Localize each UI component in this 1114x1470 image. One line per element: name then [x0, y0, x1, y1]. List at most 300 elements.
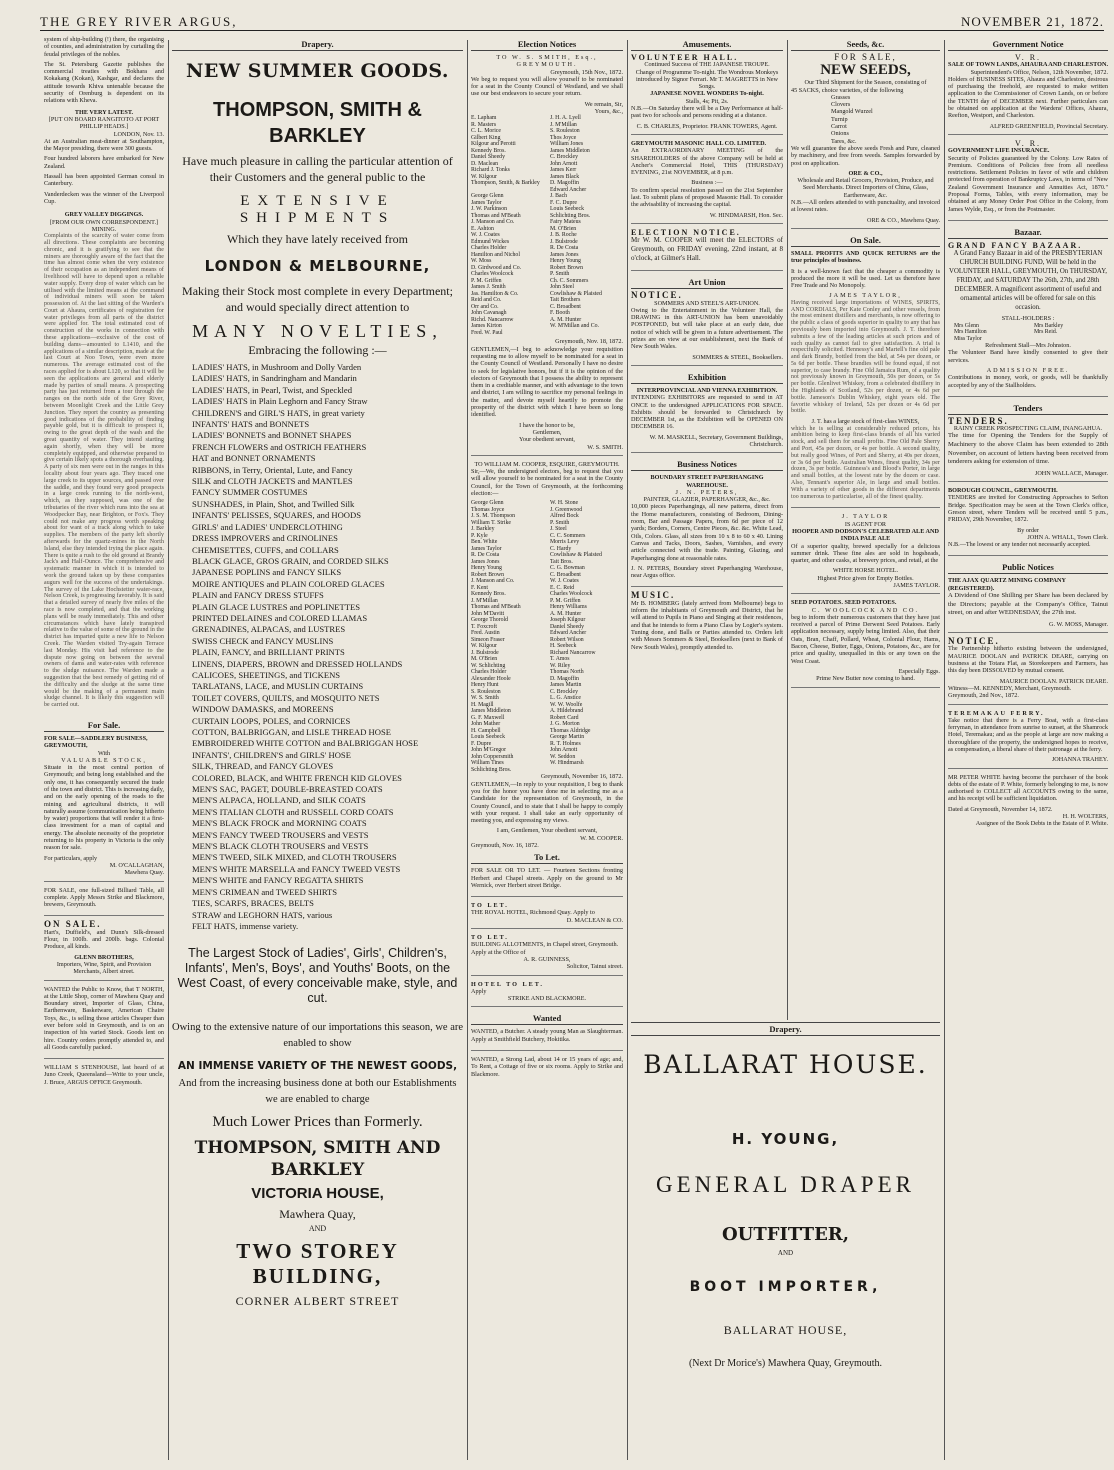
ajax-title: THE AJAX QUARTZ MINING COMPANY (REGISTERED). [948, 577, 1066, 592]
signatory-name: J. Bulstrode [471, 649, 499, 656]
life-insurance-body: Security of Policies guaranteed by the Colony. Low Rates of Premium. Conditions of Policies free from all needless restrictions. Settlement Policies in favor of wife and children protected from operation of Bankruptcy Laws, in terms of "New Zealand Government Insurance and Annuities Act, 1870." Proposal Forms, Tables, with every information, may be obtained at any Money Order Post Office in the Colony, from James Wylde, Esq., or from the Postmaster. [948, 154, 1108, 213]
signatory-name: C. G. Bowman [550, 565, 585, 572]
corner-albert: CORNER ALBERT STREET [235, 1294, 400, 1309]
goods-list-item: MEN'S WHITE and FANCY REGATTA SHIRTS [192, 875, 364, 886]
wanted-north-text: WANTED the Public to Know, that T NORTH, at the Little Shop, corner of Mawhera Quay and Boundary street, Importer of Glass, China, Earthenware, Basketware, American Chaire Toys, &c., is selling those articles Cheaper than ever before sold in Greymouth, and is on an inspection of his varied Stock. Goods lent on hire. Country orders promptly attended to, and all Goods carefully packed. [44, 985, 164, 1051]
signatory-name: Thompson, Smith, & Barkley [471, 180, 540, 187]
masonic-title: GREYMOUTH MASONIC HALL CO. LIMITED. [631, 139, 767, 147]
goods-list-item: COLORED, BLACK, and WHITE FRENCH KID GLOVES [192, 772, 402, 783]
signatory-name: C. Hardy [550, 545, 572, 552]
white-horse: WHITE HORSE HOTEL. [832, 567, 899, 575]
signatory-name: John Coppersmith [471, 753, 514, 760]
goods-list-item: MEN'S ITALIAN CLOTH and RUSSELL CORD COATS [192, 806, 394, 817]
signatory-name: R. De Costa [550, 245, 579, 252]
goods-list-item: STRAW and LEGHORN HATS, various [192, 909, 333, 920]
goods-list-item: JAPANESE POPLINS and FANCY SILKS [192, 567, 342, 578]
especially-eggs: Especially Eggs. [898, 667, 940, 675]
art-union-sub: SOMMERS AND STEEL'S ART-UNION. [654, 299, 760, 307]
goods-list-item: MEN'S CRIMEAN and TWEED SHIRTS [192, 886, 338, 897]
music-body: Mr B. HOMBERG (lately arrived from Melbourne) begs to inform the inhabitants of Greymouth and District, that he will attend to Pupils in Piano and Singing at their residences, and that he intends to form a Piano Class by Logier's system. Tuning done, and Balls or Parties attended to. Orders left with Messrs Sommers & Steel, Booksellers (next to Bank of New South Wales), promptly attended to. [631, 599, 783, 651]
goods-list-item: COTTON, BALBRIGGAN, and LISLE THREAD HOSE [192, 727, 392, 737]
signatory-name: Charles Holder [471, 669, 507, 676]
onsale-ad [44, 921, 164, 980]
signatory-name: Kennedy Bros. [471, 147, 506, 154]
art-union-sign: SOMMERS & STEEL, Booksellers. [692, 353, 783, 361]
to-let-sign: A. R. GUINNESS, [523, 955, 571, 963]
wanted-north-ad [44, 986, 164, 1060]
signatory-name: William Jones [550, 141, 584, 148]
signatory-name: R. De Costa [471, 552, 500, 559]
latest-item: Four hundred laborers have embarked for New Zealand. [44, 155, 164, 170]
signatory-name: James Middleton [550, 147, 590, 154]
signatory-name: W. Riley [550, 662, 571, 669]
ajax-sign: G. W. MOSS, Manager. [1049, 620, 1108, 628]
town-lands-date: Superintendent's Office, Nelson, 12th November, 1872. [970, 68, 1108, 76]
signatory-name: Thomas and M'Beath [471, 212, 521, 219]
signatory-name: James Taylor [471, 545, 502, 552]
smith-reply: GENTLEMEN,—I beg to acknowledge your requisition requesting me to allow myself to be nominated for a seat in the County Council of Westland. Personally I have no desire to seek for legislative honors, but if it is the opinion of the electors of Greymouth that I possess the ability to represent them in a creditable manner, and with advantage to the town and district, I am willing to sacrifice my personal feelings in the matter, and devote myself heartily to promote the prosperity of the district with which I have been so long identified. [471, 345, 623, 419]
goods-list-item: MOIRE ANTIQUES and PLAIN COLORED GLACES [192, 578, 385, 589]
partnership-date: Greymouth, 2nd Nov., 1872. [948, 692, 1019, 700]
borough-body: TENDERS are invited for Constructing Approaches to Sefton Bridge. Specification may be seen at the Town Clerk's office, Greson street, where Tenders will be received until 5 p.m., FRIDAY, 29th November, 1872. [948, 494, 1108, 524]
latest-source: [PUT ON BOARD RANGITOTO AT PORT PHILLIP HEADS.] [48, 115, 160, 131]
goods-list-item: MEN'S TWEED, SILK MIXED, and CLOTH TROUSERS [192, 852, 397, 863]
for-sale-title: FOR SALE, [834, 52, 897, 62]
mawhera-quay: Mawhera Quay, [279, 1207, 356, 1222]
small-profits-body: It is a well-known fact that the cheaper a commodity is produced the more it will be used. Let us therefore have Free Trade and No Monopoly. [791, 267, 940, 290]
goods-list-item: PRINTED DELAINES and COLORED LLAMAS [192, 612, 368, 623]
bazaar-body: A Grand Fancy Bazaar in aid of the PRESBYTERIAN CHURCH BUILDING FUND, Will be held in the VOLUNTEER HALL, GREYMOUTH, On THURSDAY, FRIDAY, and SATURDAY The 26th, 27th, and 28th DECEMBER. A magnificent assortment of useful and ornamental articles will be offered for sale on this occasion. [949, 250, 1107, 312]
signatory-name: John Arnott [550, 747, 578, 754]
woolcock-name: C. WOOLCOCK AND CO. [811, 606, 920, 614]
column-elections [471, 36, 623, 1464]
cooper-requisition-body: Sir,—We, the undersigned electors, beg to request that you will allow yourself to be nominated for a seat in the County Council, for the Town of Greymouth, at the forthcoming election:— [471, 468, 623, 498]
signatory-name: James Martin [550, 682, 582, 689]
glenn-name: GLENN BROTHERS, [74, 953, 134, 961]
art-union-body: Owing to the Entertainment in the Volunteer Hall, the DRAWING in this ART-UNION has been unavoidably POSTPONED, but will take place at an early date, due notice of which will be given in a future advertisement. The prizes are on view at our establishment, next the Bank of New South Wales. [631, 306, 783, 351]
to-let-sections-text: FOR SALE OR TO LET. — Fourteen Sections fronting Herbert and Chapel streets. Apply on the ground to Mr Wernick, over Herbert street Bridge. [471, 867, 623, 889]
stall-holder: Mrs Reid. [1034, 329, 1058, 336]
hotel-to-let-title: HOTEL TO LET. [471, 980, 544, 988]
signatory-name: W. Seddon [550, 753, 576, 760]
seed-variety: Carrot [831, 123, 847, 131]
firm-name: THOMPSON, SMITH & BARKLEY [213, 99, 422, 147]
masthead-date: NOVEMBER 21, 1872. [961, 14, 1104, 29]
remain: We remain, Sir, [584, 100, 623, 108]
ballarat-drapery-heading: Drapery. [631, 1022, 940, 1036]
signatory-name: H. Magill [471, 701, 494, 708]
signatory-name: C. Brockley [550, 154, 579, 161]
extensive-shipments: EXTENSIVE SHIPMENTS [239, 193, 396, 226]
signatory-name: Robert Wilson [550, 636, 584, 643]
vh-line: Continued Success of THE JAPANESE TROUPE. [644, 61, 770, 69]
masonic-ad [631, 140, 783, 224]
goods-list-item: LINENS, DIAPERS, BROWN and DRESSED HOLLANDS [192, 658, 403, 669]
goods-list-item: PLAIN GLACE LUSTRES and POPLINETTES [192, 601, 361, 612]
goods-list-item: INFANTS' PELISSES, SQUARES, and HOODS [192, 510, 361, 521]
signatory-name: J. Barkley [471, 526, 495, 533]
boot-importer: BOOT IMPORTER, [689, 1279, 882, 1295]
partnership-title: NOTICE. [948, 636, 1000, 647]
signatory-name: F. Kent [471, 584, 488, 591]
signatory-name: W. Moss [471, 258, 492, 265]
signatory-name: Schlichting Bros. [550, 212, 591, 219]
signatory-name: D. Magoffin [550, 675, 579, 682]
signatory-name: R. T. Holmes [550, 740, 581, 747]
borough-title: BOROUGH COUNCIL, GREYMOUTH. [948, 487, 1058, 495]
tenders-title: TENDERS. [948, 415, 1009, 426]
latest-dateline: LONDON, Nov. 13. [113, 130, 164, 138]
signatory-name: Alfred Bock [550, 513, 579, 520]
goods-list-item: INFANTS', CHILDREN'S and GIRLS' HOSE [192, 749, 351, 760]
yours: Yours, &c., [594, 108, 623, 116]
wanted-butcher [471, 1028, 623, 1051]
empty-bottles: Highest Price given for Empty Bottles. [817, 574, 914, 582]
signatory-name: Daniel Sheedy [550, 623, 584, 630]
signatory-name: Robert Card [550, 714, 579, 721]
goods-list-item: WINDOW DAMASKS, and MOREENS [192, 704, 334, 715]
column-rule [168, 40, 169, 1460]
masonic-items: To confirm special resolution passed on the 21st September last. To submit plans of proposed Masonic Hall. To consider the advisability of increasing the capital. [631, 186, 783, 209]
ferry-body: Take notice that there is a Ferry Boat, with a first-class ferryman, in attendance from sunrise to sunset, at the Shamrock Hotel, Teremakau; and as the people at large are now making a thoroughfare of the property, the undersigned hopes to receive, as compensation, a liberal share of their patronage at the ferry. [948, 716, 1108, 753]
signatory-name: Jas. Hamilton & Co. [471, 290, 519, 297]
signatory-name: John M'Gregor [471, 747, 507, 754]
signatory-name: L. G. Anstice [550, 695, 581, 702]
latest-item: At an Australian meat-dinner at Southampton, the Mayor presiding, there were 300 guests. [44, 137, 164, 153]
two-storey-building: TWO STOREY BUILDING, [236, 1239, 399, 1289]
signatory-name: John Mather [471, 721, 501, 728]
contributions: Contributions in money, work, or goods, will be thankfully accepted by any of the Stallholders. [948, 374, 1108, 389]
saddlery-place: Mawhera Quay. [124, 869, 164, 877]
volunteer-hall-title: VOLUNTEER HALL. [631, 53, 739, 62]
hotel-to-let-apply: Apply [471, 987, 487, 995]
embracing: Embracing the following :— [248, 343, 387, 357]
goods-list-item: MEN'S WHITE MARSELLA and FANCY TWEED VESTS [192, 863, 401, 874]
signatory-name: Thomas North [550, 669, 584, 676]
saddlery-title: FOR SALE—SADDLERY BUSINESS, GREYMOUTH, [44, 734, 148, 750]
ferry-title: TEREMAKAU FERRY. [948, 709, 1045, 717]
signatory-name: Edward Ancher [550, 630, 587, 637]
signatory-name: T. Amos [550, 656, 570, 663]
saddlery-apply: For particulars, apply [44, 854, 98, 862]
requisition-date: Greymouth, 15th Nov., 1872. [550, 68, 623, 76]
signatory-name: W. H. Stone [550, 500, 579, 507]
seed-variety: Clovers [831, 101, 851, 109]
signatory-name: W. S. Smith [471, 695, 499, 702]
signatory-name: P. M. Griffen [471, 277, 502, 284]
seed-potatoes-body: beg to inform their numerous customers that they have just received a parcel of Prime Derwent Seed Potatoes. Early application necessary, supply being limited. Also, that their Oats, Bran, Chaff, Pollard, Wheat, Colonial Flour, Hams, Bacon, Cheese, Butter, Eggs, Onions, Potatoes, &c., are for price and quality, unequalled in this or any town on the West Coast. [791, 613, 940, 665]
paperhanging-body: 10,000 pieces Paperhangings, all new patterns, direct from the Home manufacturers, consisting of Bedroom, Dining-room, Bar and Passage Papers, from 6d per piece of 12 yards; Borders, Corners, Centre Pieces, &c. &c. White Lead, Oils, Colors. Glass, all sizes from 10 x 8 to 60 x 40. Lining Canvas and Tacks, Doors, Sashes, Varnishes, and every article connected with the trade. Painting, Glazing, and Paperhanging done at reasonable rates. [631, 503, 783, 562]
signatory-name: D. Girdwood and Co. [471, 264, 522, 271]
life-insurance-title: GOVERNMENT LIFE INSURANCE. [948, 147, 1050, 155]
rainy-creek-claim: RAINY CREEK PROSPECTING CLAIM, INANGAHUA. [953, 425, 1103, 433]
column-rule [467, 40, 468, 1460]
signatory-name: Simeon Fraser [471, 636, 505, 643]
signatory-name: Richard J. Tonks [471, 167, 510, 174]
taylor2-name: J. TAYLOR [841, 513, 890, 521]
stock-complete: Making their Stock most complete in every Department; and would specially direct attention to [182, 284, 453, 314]
taylor-wines-head: J. T. has a large stock of first-class WINES, [811, 418, 920, 426]
town-lands-body: Holders of BUSINESS SITES, Ahaura and Charleston, desirous of purchasing the freehold, are requested to make written application to the Commissioner of Crown Lands, on or before the TENTH day of DECEMBER next. Further particulars can be obtained on application at the Wardens' Offices, Ahaura, Reefton, Westport, and Charleston. [948, 75, 1108, 120]
goods-list-item: TOILET COVERS, QUILTS, and MOSQUITO NETS [192, 692, 380, 703]
signatory-name: Ch. C. Sommers [550, 277, 589, 284]
signatory-name: F. Dupre [471, 740, 492, 747]
goods-list-item: MEN'S BLACK FROCK and MORNING COATS [192, 818, 367, 829]
signatory-name: C. Brockley [550, 688, 579, 695]
stall-holders-list [948, 323, 1108, 343]
signatory-name: C. Broadbent [550, 571, 581, 578]
column-rule [627, 40, 628, 1460]
signatory-name: Cowlishaw & Plaisted [550, 552, 602, 559]
art-union-heading: Art Union [631, 276, 783, 289]
signatory-name: George Glenn [471, 193, 504, 200]
owing-text: Owing to the extensive nature of our importations this season, we are enabled to show [172, 1022, 463, 1050]
masonic-body: An EXTRAORDINARY MEETING of the SHAREHOLDERS of the above Company will be held at Ancher's Commercial Hotel, THIS (THURSDAY) EVENING, 21st NOVEMBER, at 8 p.m. [631, 147, 783, 177]
signatory-name: J. S. M. Thompson [471, 513, 516, 520]
business-heading: Business Notices [631, 458, 783, 471]
signatory-name: C. Broadbent [550, 303, 581, 310]
goods-list-item: SUNSHADES, in Plain, Shot, and Twilled Silk [192, 498, 355, 509]
taylor-ad [791, 250, 940, 508]
vh-sign: C. B. CHARLES, Proprietor. FRANK TOWERS, Agent. [636, 122, 778, 130]
signatory-name: M. O'Brien [471, 656, 498, 663]
partnership-witness: Witness—M. KENNEDY, Merchant, Greymouth. [948, 684, 1072, 692]
signatory-name: Charles Holder [471, 245, 507, 252]
goods-list-item: LADIES' HATS, in Mushroom and Dolly Varden [192, 362, 362, 372]
seeds-list [791, 94, 940, 145]
signatory-name: D. Maclean [471, 160, 499, 167]
signatory-name: J. Greenwood [550, 506, 583, 513]
borough-sign: JOHN A. WHALL, Town Clerk. [1027, 533, 1108, 541]
signatory-name: James Jones [471, 558, 500, 565]
diggings-source: [FROM OUR OWN CORRESPONDENT.] [49, 218, 159, 226]
goods-list-item: RIBBONS, in Terry, Oriental, Lute, and Fancy [192, 464, 353, 475]
signatory-name: Charles Woolcock [550, 591, 593, 598]
cooper-reply: GENTLEMEN,—In reply to your requisition, I beg to thank you for the honor you have done me in selecting me as a Candidate for the representation of Greymouth, in the County Council, and to state that I shall be happy to comply with your request. I shall take an early opportunity of meeting you, and expressing my views. [471, 780, 623, 825]
largest-stock: The Largest Stock of Ladies', Girls', Children's, Infants', Men's, Boys', and Youths' Boots, on the West Coast, of every conceivable make, style, and cut. [177, 946, 458, 1006]
goods-list-item: SILK and CLOTH JACKETS and MANTLES [192, 476, 353, 487]
signatory-name: P. Smith [550, 271, 570, 278]
seeds-guarantee: We will guarantee the above seeds Fresh and Pure, cleaned by machinery, and free from weeds. Samples forwarded by post on application. [791, 144, 940, 167]
reply-date: Greymouth, Nov. 18, 1872. [555, 338, 623, 346]
goods-list-item: FELT HATS, immense variety. [192, 920, 299, 931]
seed-variety: Grasses [831, 93, 851, 101]
signatory-name: W. Kilgour [471, 173, 497, 180]
signatory-name: Richd. Nancarrow [471, 316, 514, 323]
cooper-reply-date: Greymouth, Nov. 16, 1872. [471, 841, 539, 849]
column-government [948, 36, 1108, 1464]
saddlery-name: M. O'CALLAGHAN, [109, 861, 164, 869]
goods-list-item: LADIES' BONNETS and BONNET SHAPES [192, 430, 352, 441]
signatory-name: Thomas Joyce [471, 506, 505, 513]
signatory-name: Gilbert King [471, 134, 501, 141]
signatory-name: J. Manson and Co. [471, 219, 515, 226]
signatory-name: Fred. W. Paul [471, 329, 503, 336]
taylor2-agent: IS AGENT FOR [844, 520, 887, 528]
election-notice-body: Mr W. M. COOPER will meet the ELECTORS of Greymouth, on FRIDAY evening, 22nd instant, at 8 o'clock, at Gilmer's Hall. [631, 236, 783, 263]
goods-list-item: HAT and BONNET ORNAMENTS [192, 453, 316, 464]
ballarat-house-sub: BALLARAT HOUSE, [723, 1323, 848, 1337]
music-ad [631, 592, 783, 650]
ferry-ad [948, 710, 1108, 769]
signatory-name: Edward Ancher [550, 186, 587, 193]
signatory-name: C. C. Sommers [550, 532, 586, 539]
increasing-text: And from the increasing business done at both our Establishments we are enabled to charge [178, 1078, 457, 1106]
signatory-name: E. Ashton [471, 225, 494, 232]
signatory-name: Orr and Co. [471, 303, 499, 310]
column-news [44, 36, 164, 1464]
ferry-sign: JOHANNA TRAHEY. [1051, 756, 1108, 764]
goods-list-item: FANCY SUMMER COSTUMES [192, 487, 308, 498]
white-sub: Assignee of the Book Debts in the Estate of P. White. [975, 820, 1108, 828]
white-sign: H. H. WOLTERS, [1062, 813, 1108, 821]
seed-potatoes-title: SEED POTATOES. SEED POTATOES. [791, 599, 897, 607]
signatory-name: J. Bulstrode [550, 238, 578, 245]
latest-item: Vanderdecken was the winner of the Liverpool Cup. [44, 190, 164, 205]
goods-list-item: GRENADINES, ALPACAS, and LUSTRES [192, 624, 346, 635]
white-body: MR PETER WHITE having become the purchaser of the book debts of the estate of P. White, formerly belonging to me, is now authorised to COLLECT all ACCOUNTS owing to the same, and his receipt will be sufficient liquidation. [948, 773, 1108, 803]
column-rule [944, 40, 945, 1460]
signatory-name: George Thorold [471, 617, 508, 624]
signatory-name: Edmund Wickes [471, 238, 510, 245]
borough-ad [948, 487, 1108, 556]
signatory-name: John Arnott [550, 160, 578, 167]
goods-list-item: CHEMISETTES, CUFFS, and COLLARS [192, 544, 339, 555]
election-notice-title: ELECTION NOTICE. [631, 227, 741, 237]
small-profits: SMALL PROFITS AND QUICK RETURNS are the true principles of business. [791, 249, 940, 265]
seeds-ad [791, 54, 940, 229]
signatory-name: Louis Seebeck [471, 734, 505, 741]
signatory-name: E. C. Reid [550, 584, 575, 591]
signatory-name: W. J. Coates [550, 578, 579, 585]
to-let-sections [471, 867, 623, 897]
taylor2-body: Of a superior quality, brewed specially for a delicious summer drink. These fine ales are sold in hogsheads, quarter, and other casks, at brewery prices, and retail, at the [791, 542, 940, 565]
signatory-name: F. Booth [550, 310, 570, 317]
ballarat-house-title: BALLARAT HOUSE. [643, 1050, 928, 1079]
goods-list-item: MEN'S ALPACA, HOLLAND, and SILK COATS [192, 795, 366, 806]
goods-list-item: EMBROIDERED WHITE COTTON and BALBRIGGAN HOSE [192, 738, 419, 749]
exhibition-body: INTENDING EXHIBITORS are requested to send in AT ONCE to the undersigned APPLICATIONS FOR SPACE. Exhibits should be forwarded to Christchurch by DECEMBER 1st, as the Exhibition will be OPENED ON DECEMBER 16. [631, 394, 783, 431]
admission-free: ADMISSION FREE. [986, 366, 1070, 374]
drapery-heading: Drapery. [172, 38, 463, 51]
saddlery-with: With [97, 749, 111, 757]
signatory-name: R. Masters [471, 121, 497, 128]
signatory-name: George Martin [550, 734, 585, 741]
stall-holders-heading: STALL-HOLDERS : [1001, 315, 1055, 323]
received-from: Which they have lately received from [227, 232, 408, 246]
signatory-name: Tait Brothers [550, 297, 581, 304]
taylor2-sign: JAMES TAYLOR. [893, 582, 940, 589]
taylor-wines: which he is selling at considerably reduced prices, his ambition being to keep first-class brands of all his varied stock, and sell them for small profits. Fine Old Pale Sherry and Port, 45s per dozen, or 4s per bottle. A second quality, but really good Wines, of Port and Sherry, at 40s per dozen, or 3s 6d per bottle. Australian Wines, finest quality, 34s per dozen, 3s per bottle. Guinness's and Blood's Porter, in large and small bottles, at the lowest rate by the dozen or case. Also, Tennant's superior Ale, in large and small bottles. With a variety of other goods in the different departments too numerous to particularise, all of the finest quality. [791, 425, 940, 500]
masthead-title: THE GREY RIVER ARGUS, [40, 14, 238, 29]
vr-mark: V. R. [1014, 53, 1042, 62]
diggings-subhead: MINING. [91, 225, 117, 233]
signatory-name: George Glenn [471, 500, 504, 507]
latest-heading: THE VERY LATEST. [74, 108, 134, 116]
signatory-name: Robert Brown [471, 571, 505, 578]
signatory-name: Ben. White [471, 539, 498, 546]
signatory-name: Hamilton and Nichol [471, 251, 520, 258]
goods-list-item: GIRLS' and LADIES' UNDERCLOTHING [192, 521, 343, 532]
signatory-name: W. M'Millan and Co. [550, 323, 599, 330]
stall-holder: Mrs Barkley [1034, 322, 1064, 329]
signatory-name: Cowlishaw & Plaisted [550, 290, 602, 297]
to-let-royal-hotel [471, 902, 623, 929]
cooper-signatories-list [471, 500, 623, 773]
signatory-name: John Cavanagh [471, 310, 507, 317]
signatory-name: A. M. Hunter [550, 610, 582, 617]
signatory-name: W. Hindmarsh [550, 760, 584, 767]
requisition-to-smith: TO W. S. SMITH, Esq., GREYMOUTH. [496, 54, 598, 69]
signatory-name: C. L. Morice [471, 128, 501, 135]
signatory-name: John Steel [550, 284, 574, 291]
honor-line: I have the honor to be, [519, 421, 575, 429]
bazaar-ad [948, 242, 1108, 397]
partnership-notice-ad [948, 638, 1108, 704]
signatory-name: Kennedy Bros. [471, 591, 506, 598]
town-lands-sign: ALFRED GREENFIELD, Provincial Secretary. [989, 122, 1108, 130]
exhibition-heading: Exhibition [631, 371, 783, 384]
election-notice-ad [631, 229, 783, 271]
signatory-name: Thos Joyce [550, 134, 577, 141]
election-heading: Election Notices [471, 38, 623, 51]
goods-list-item: TIES, SCARFS, BRACES, BELTS [192, 898, 314, 909]
firm-name-bottom: THOMPSON, SMITH AND BARKLEY [194, 1138, 441, 1181]
immense-variety: AN IMMENSE VARIETY OF THE NEWEST GOODS, [177, 1060, 458, 1073]
signatory-name: W. Schlichting [471, 662, 506, 669]
signatory-name: Kilgour and Perotti [471, 141, 516, 148]
stenhouse-ad [44, 1064, 164, 1086]
signatory-name: John M'Davitt [471, 610, 505, 617]
music-title: MUSIC. [631, 590, 676, 601]
seed-variety: Onions [831, 130, 849, 138]
masthead [40, 4, 1104, 31]
partnership-sign: MAURICE DOOLAN. PATRICK DEARE. [999, 677, 1108, 685]
refreshment-stall: Refreshment Stall—Mrs Johnston. [985, 342, 1071, 350]
goods-list-item: LADIES' HATS in Plain Leghorn and Fancy Straw [192, 396, 368, 407]
borough-nb: N.B.—The lowest or any tender not necessarily accepted. [948, 541, 1091, 549]
exhibition-ad [631, 387, 783, 453]
taylor-ale-ad [791, 513, 940, 594]
signatory-name: Louis Seebeck [550, 206, 584, 213]
ajax-body: A Dividend of One Shilling per Share has been declared by the Directors; payable at the Company's Office, Tainui street, on and after WEDNESDAY, the 27th inst. [948, 592, 1108, 617]
stall-holder: Miss Taylor [954, 335, 982, 342]
news-para: The St. Petersburg Gazette publishes the commercial treaties with Bokhara and Kokakang (Kokan), Kashgar, and declares the attitude towards Khiva untenable because the security of Orenburg is dependent on its relations with Kheva. [44, 60, 164, 105]
seeds-body: Our Third Shipment for the Season, consisting of [804, 79, 927, 87]
signatory-name: J. W. Parkinson [471, 206, 508, 213]
vh-line: Change of Programme To-night. The Wondrous Monkeys introduced by Signor Ferrari. Mr T. MAGRETTS in New Songs. [635, 68, 779, 91]
victoria-house: VICTORIA HOUSE, [251, 1185, 384, 1203]
onsale-title: ON SALE. [44, 919, 102, 930]
signatory-name: W. J. Coates [471, 232, 500, 239]
requisition-body: We beg to request you will allow yourself to be nominated for a seat in the County Council of Westland, and we shall use our best endeavors to secure your return. [471, 75, 623, 98]
to-let-heading: To Let. [471, 851, 623, 864]
ballarat-and: AND [777, 1249, 794, 1257]
outfitter: OUTFITTER, [721, 1224, 850, 1245]
ore-nb: N.B.—All orders attended to with punctuality, and invoiced at lowest rates. [791, 199, 940, 214]
to-let-title: TO LET. [471, 934, 509, 942]
peters-name: J. N. PETERS, [675, 488, 739, 496]
signatory-name: James J. Smith [471, 284, 506, 291]
billiard-text: FOR SALE, one full-sized Billiard Table, all complete. Apply Messrs Strike and Blackmore, brewers, Greymouth. [44, 886, 164, 909]
signatory-name: Fairy Mateus [550, 219, 581, 226]
signatory-name: Robert Brown [550, 264, 584, 271]
signatories-list [471, 115, 623, 336]
wanted-lad-text: WANTED, a Strong Lad, about 14 or 15 years of age; and, To Rent, a Cottage of five or six rooms. Apply to Strike and Blackmore. [471, 1056, 623, 1078]
signatory-name: A. Hildebrand [550, 708, 584, 715]
signatory-name: Daniel Sheedy [471, 154, 505, 161]
hotel-to-let-sign: STRIKE AND BLACKMORE. [507, 995, 587, 1003]
